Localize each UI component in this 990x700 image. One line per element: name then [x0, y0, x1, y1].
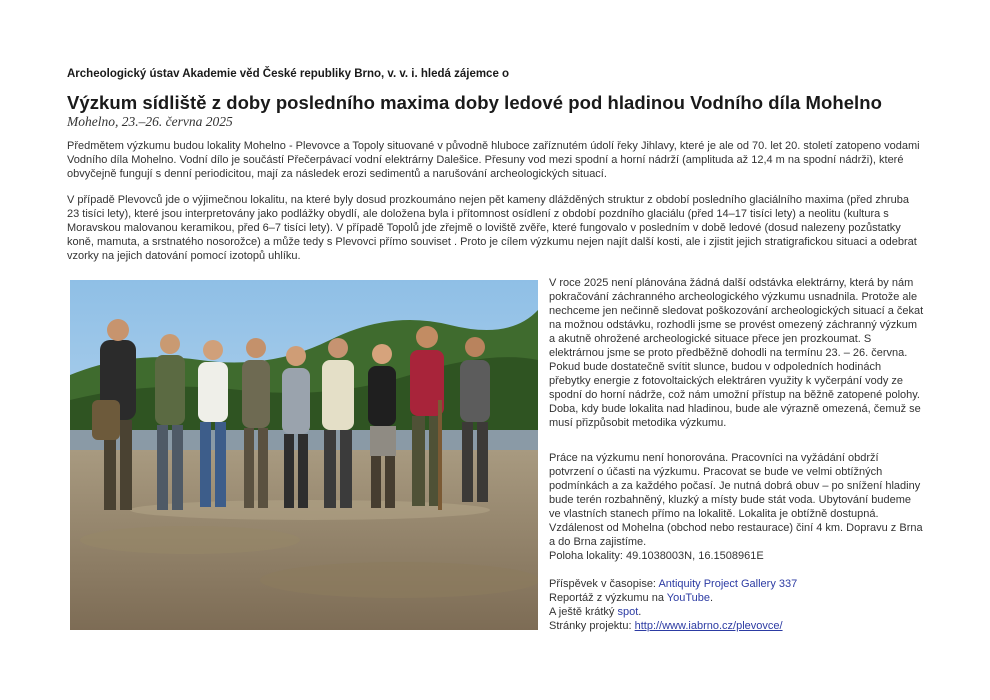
details-paragraph-2: Práce na výzkumu není honorována. Pracovníci na vyžádání obdrží potvrzení o účasti na výzkumu. Pracovat se bude ve velmi obtížných podmínkách a za každého počasí. Je nutná dobrá obuv – po snížení hladiny bude terén rozbahněný, kluzký a místy bude stát voda. Ubytování budeme ve vlastních stanech přímo na lokalitě. Lokalita je obtížně dostupná. Vzdálenost od Mohelna (obchod nebo restaurace) činí 4 km. Dopravu z Brna a do Brna zajistíme.: [549, 452, 923, 548]
links-block: [549, 577, 924, 633]
spot-line: [549, 605, 924, 619]
article-link[interactable]: Antiquity Project Gallery 337: [658, 578, 798, 590]
article-line: [549, 577, 924, 591]
spot-suffix: .: [638, 606, 642, 618]
report-suffix: .: [710, 592, 714, 604]
youtube-link[interactable]: YouTube: [666, 592, 711, 604]
details-block-2: [549, 451, 924, 563]
intro-paragraph-2: V případě Plevovců jde o výjimečnou lokalitu, na které byly dosud prozkoumáno nejen pět kameny dlážděných struktur z období posledního glaciálního maxima (před zhruba 23 tisíci lety), které jsou interpretovány jako podlážky obydlí, ale doložena byla i přítomnost osídlení z období pozdního glaciálu (před 14–17 tisíci lety) a neolitu (kultura s Moravskou malovanou keramikou, před 6–7 tisíci lety). V případě Topolů jde zřejmě o loviště zvěře, které fungovalo v posledním v době ledové (dosud nalezeny pozůstatky koně, mamuta, a srstnatého nosorožce) a může tedy s Plevovci přímo souviset . Proto je cílem výzkumu nejen najít další kosti, ale i zjistit jejich stratigrafickou situaci a odebrat vzorky na jejich datování pomocí izotopů uhlíku.: [67, 194, 917, 262]
project-prefix: Stránky projektu:: [549, 620, 635, 632]
project-website-link[interactable]: http://www.iabrno.cz/plevovce/: [634, 620, 783, 632]
spot-prefix: A ještě krátký: [549, 606, 618, 618]
project-line: [549, 619, 924, 633]
site-location: Poloha lokality: 49.1038003N, 16.1508961E: [549, 550, 764, 562]
report-prefix: Reportáž z výzkumu na: [549, 592, 667, 604]
article-prefix: Příspěvek v časopise:: [549, 578, 659, 590]
details-paragraph-1: V roce 2025 není plánována žádná další odstávka elektrárny, která by nám pokračování záchranného archeologického výzkumu usnadnila. Protože ale nechceme jen nečinně sledovat poškozování archeologických situací a čekat na možnou odstávku, rozhodli jsme se provést omezený záchranný výzkum a akutně ohrožené archeologické situace přece jen prozkoumat. S elektrárnou jsme se proto předběžně dohodli na termínu 23. – 26. června. Pokud bude dostatečně svítit slunce, budou v odpoledních hodinách přebytky energie z fotovoltaických elektráren využity k vyčerpání vody ze spodní do horní nádrže, což nám umožní přístup na běžně zatopené polohy. Doba, kdy bude lokalita nad hladinou, bude ale výrazně omezená, čemuž se musí přizpůsobit metodika výzkumu.: [549, 277, 924, 429]
team-photo: [70, 280, 538, 630]
page-title: Výzkum sídliště z doby posledního maxima doby ledové pod hladinou Vodního díla Mohelno: [67, 92, 882, 113]
event-date-place: Mohelno, 23.–26. června 2025: [67, 114, 233, 129]
announcement-intro: Archeologický ústav Akademie věd České republiky Brno, v. v. i. hledá zájemce o: [67, 68, 510, 80]
intro-paragraph-1: Předmětem výzkumu budou lokality Mohelno - Plevovce a Topoly situované v původně hluboce zaříznutém údolí řeky Jihlavy, které je ale od 70. let 20. století zatopeno vodami Vodního díla Mohelno. Vodní dílo je součástí Přečerpávací vodní elektrárny Dalešice. Přesuny vod mezi spodní a horní nádrží (amplituda až 12,4 m na spodní nádrži), které obvyčejně fungují s denní periodicitou, mají za následek erozi sedimentů a narušování archeologických situací.: [67, 140, 920, 180]
spot-link[interactable]: spot: [617, 606, 639, 618]
report-line: [549, 591, 924, 605]
